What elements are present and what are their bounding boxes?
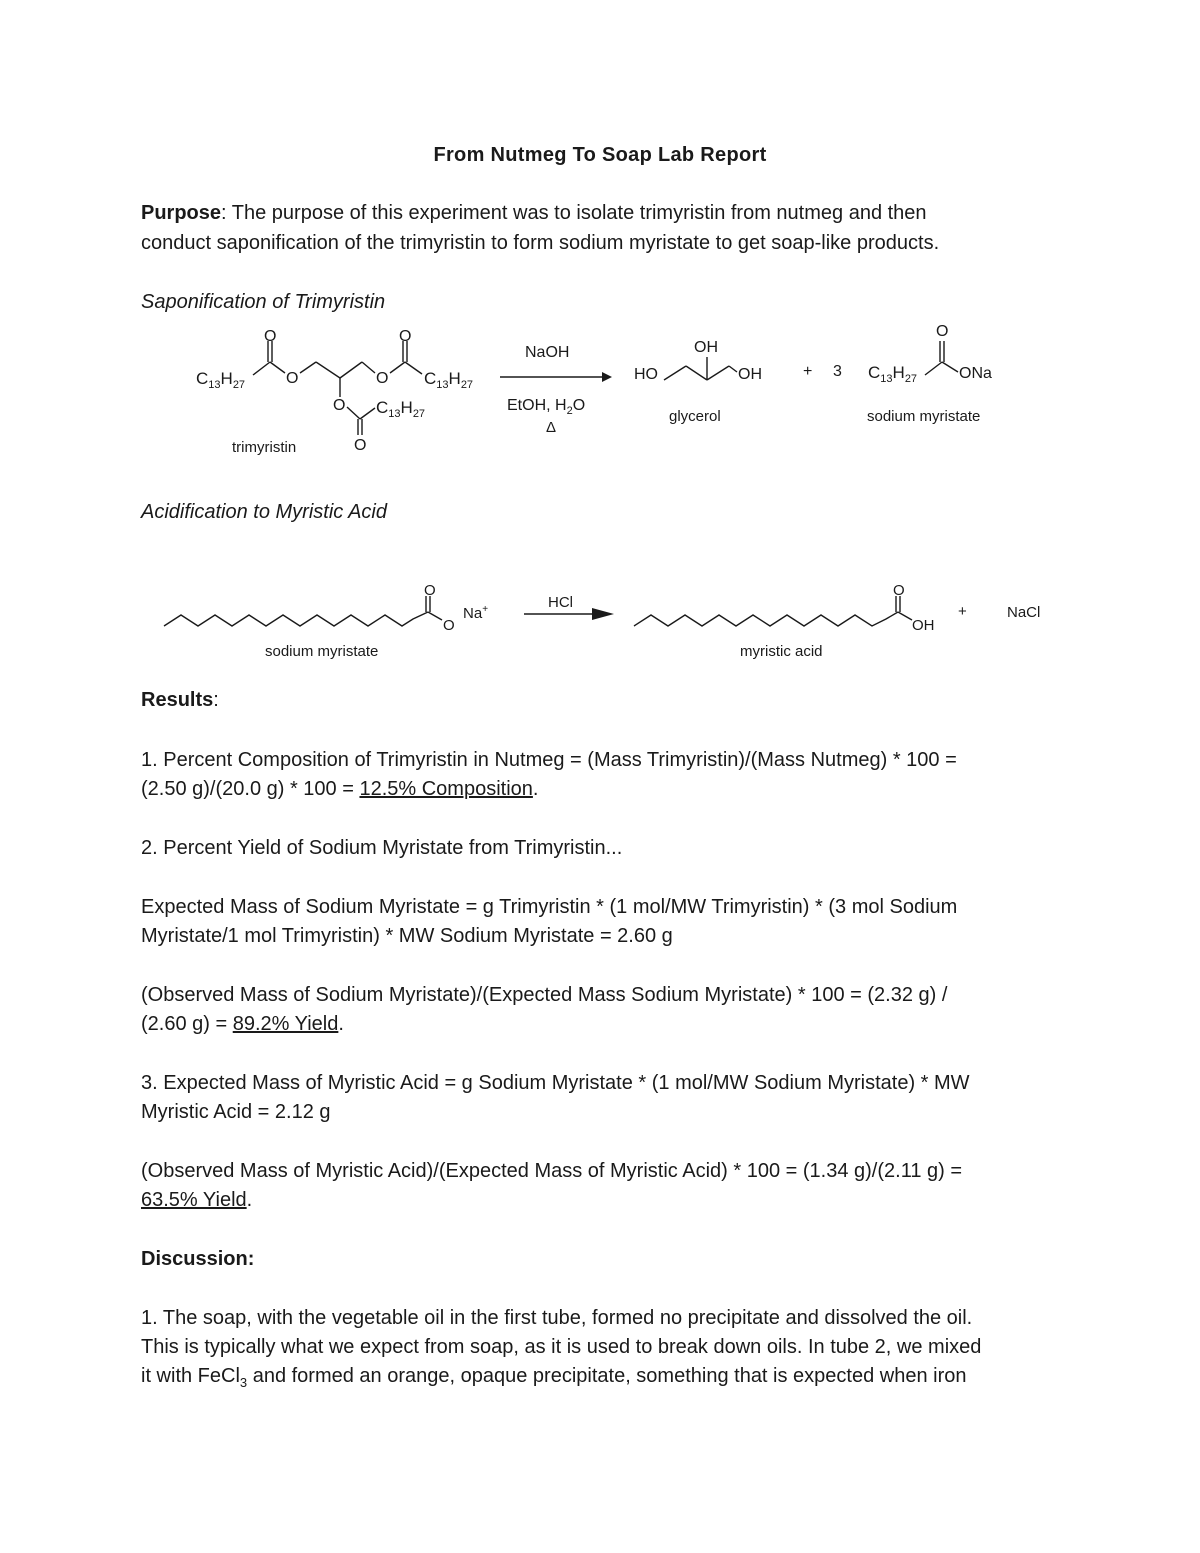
discussion-heading: Discussion: [141,1248,255,1270]
scheme1-heading: Saponification of Trimyristin [141,291,386,313]
result-3-line-1: 3. Expected Mass of Myristic Acid = g Sodium Myristate * (1 mol/MW Sodium Myristate) * MW [141,1072,970,1094]
alkyl-chain-right: $C_{13}H_{27}$ [424,369,474,391]
carbonyl-o-3: O [354,437,367,454]
glycerol-oh-right: OH [738,366,762,383]
alkyl-chain-left: $C_{13}H_{27}$ [196,369,246,391]
ester-o-2: O [376,370,389,387]
scheme2-heading: Acidification to Myristic Acid [141,501,387,523]
product-ona: ONa [959,365,992,382]
sodium-myristate-label-2: sodium myristate [265,643,379,660]
plus-sign-2: + [958,603,967,620]
alkyl-chain-middle: $C_{13}H_{27}$ [376,398,426,420]
acid-salt-carbonyl-o: O [424,582,436,599]
expected-mass-line-1: Expected Mass of Sodium Myristate = g Trimyristin * (1 mol/MW Trimyristin) * (3 mol Sodium [141,896,958,918]
discussion-line-2: This is typically what we expect from soap, as it is used to break down oils. In tube 2, we mixed [141,1336,982,1358]
carboxylate-o: O [443,617,455,634]
carbonyl-o-2: O [399,328,412,345]
plus-sign: + [803,363,813,380]
yield-3-line-2: 63.5% Yield. [141,1189,253,1211]
acid-carbonyl-o: O [893,582,905,599]
yield-2-line-2: (2.60 g) = 89.2% Yield. [141,1013,344,1035]
acid-oh: OH [912,617,935,634]
result-1-line-2: (2.50 g)/(20.0 g) * 100 = 12.5% Composition. [141,778,539,800]
product-carbonyl-o: O [936,323,949,340]
result-3-line-2: Myristic Acid = 2.12 g [141,1101,331,1123]
expected-mass-line-2: Myristate/1 mol Trimyristin) * MW Sodium Myristate = 2.60 g [141,925,673,947]
glycerol-oh-top: OH [694,339,718,356]
purpose-label: Purpose [141,202,222,224]
discussion-line-3: it with FeCl$_3$ and formed an orange, opaque precipitate, something that is expected when iron [141,1365,967,1390]
yield-2-line-1: (Observed Mass of Sodium Myristate)/(Expected Mass Sodium Myristate) * 100 = (2.32 g) / [141,984,948,1006]
trimyristin-label: trimyristin [232,439,297,456]
purpose-text-1: : The purpose of this experiment was to isolate trimyristin from nutmeg and then [221,202,927,224]
yield-3-line-1: (Observed Mass of Myristic Acid)/(Expected Mass of Myristic Acid) * 100 = (1.34 g)/(2.11 g) = [141,1160,963,1182]
page-title: From Nutmeg To Soap Lab Report [433,144,767,166]
reagent-hcl: HCl [548,594,573,611]
sodium-counterion: Na+ [463,604,489,622]
glycerol-ho-left: HO [634,366,658,383]
nacl-label: NaCl [1007,604,1041,621]
sodium-myristate-label: sodium myristate [867,408,981,425]
sodium-myristate-yield: 89.2% Yield [232,1013,339,1035]
heat-symbol: Δ [546,419,557,436]
glycerol-label: glycerol [669,408,721,425]
myristic-acid-yield: 63.5% Yield [141,1189,247,1211]
product-alkyl-chain: $C_{13}H_{27}$ [868,363,918,385]
ester-o-1: O [286,370,299,387]
myristic-acid-label: myristic acid [740,643,823,660]
reagent-naoh: NaOH [525,344,570,361]
composition-result: 12.5% Composition [359,778,533,800]
result-2-heading: 2. Percent Yield of Sodium Myristate from Trimyristin... [141,837,623,859]
purpose-text-2: conduct saponification of the trimyristin to form sodium myristate to get soap-like products. [141,232,940,254]
reagent-solvent: EtOH, $H_2O$ [507,397,586,417]
carbonyl-o-1: O [264,328,277,345]
discussion-line-1: 1. The soap, with the vegetable oil in the first tube, formed no precipitate and dissolved the oil. [141,1307,973,1329]
results-heading: Results: [141,689,219,711]
stoich-coefficient: 3 [833,363,842,380]
result-1-line-1: 1. Percent Composition of Trimyristin in Nutmeg = (Mass Trimyristin)/(Mass Nutmeg) * 100 = [141,749,957,771]
ester-o-3: O [333,397,346,414]
